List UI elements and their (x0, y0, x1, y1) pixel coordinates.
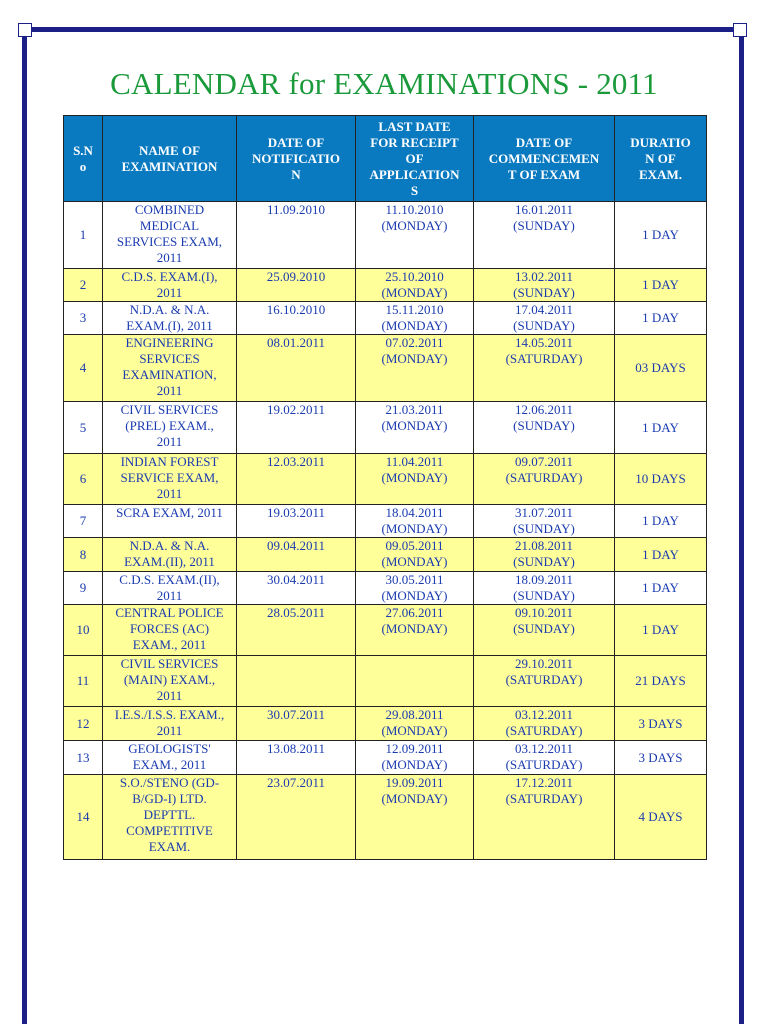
row-sno: 8 (64, 538, 103, 572)
row-sno: 3 (64, 302, 103, 335)
row-exam-name: C.D.S. EXAM.(II), 2011 (103, 572, 237, 605)
table-row (64, 775, 707, 860)
row-notification-date: 30.04.2011 (237, 572, 356, 605)
row-exam-name: N.D.A. & N.A. EXAM.(II), 2011 (103, 538, 237, 572)
row-notification-date: 16.10.2010 (237, 302, 356, 335)
table-row (64, 402, 707, 454)
header-notification-date: DATE OF NOTIFICATIO N (237, 116, 356, 202)
row-sno: 7 (64, 505, 103, 538)
row-commencement-date: 09.10.2011 (SUNDAY) (474, 605, 615, 656)
header-last-date: LAST DATE FOR RECEIPT OF APPLICATION S (356, 116, 474, 202)
page-border-right (739, 27, 744, 1024)
row-last-date: 30.05.2011 (MONDAY) (356, 572, 474, 605)
row-duration: 4 DAYS (615, 775, 707, 860)
row-commencement-date: 17.12.2011 (SATURDAY) (474, 775, 615, 860)
row-exam-name: COMBINED MEDICAL SERVICES EXAM, 2011 (103, 202, 237, 269)
row-duration: 1 DAY (615, 605, 707, 656)
row-commencement-date: 29.10.2011 (SATURDAY) (474, 656, 615, 707)
table-row (64, 505, 707, 538)
table-row (64, 707, 707, 741)
row-duration: 1 DAY (615, 402, 707, 454)
table-row (64, 656, 707, 707)
header-exam-name: NAME OF EXAMINATION (103, 116, 237, 202)
table-row (64, 269, 707, 302)
row-exam-name: CENTRAL POLICE FORCES (AC) EXAM., 2011 (103, 605, 237, 656)
row-commencement-date: 31.07.2011 (SUNDAY) (474, 505, 615, 538)
header-commencement-date: DATE OF COMMENCEMEN T OF EXAM (474, 116, 615, 202)
exam-calendar-table (63, 115, 707, 860)
row-sno: 12 (64, 707, 103, 741)
row-notification-date: 25.09.2010 (237, 269, 356, 302)
row-sno: 2 (64, 269, 103, 302)
row-duration: 3 DAYS (615, 741, 707, 775)
row-notification-date: 19.03.2011 (237, 505, 356, 538)
row-notification-date: 12.03.2011 (237, 454, 356, 505)
row-notification-date: 11.09.2010 (237, 202, 356, 269)
row-notification-date: 13.08.2011 (237, 741, 356, 775)
row-sno: 5 (64, 402, 103, 454)
header-duration: DURATIO N OF EXAM. (615, 116, 707, 202)
border-corner-ornament (18, 23, 32, 37)
row-commencement-date: 21.08.2011 (SUNDAY) (474, 538, 615, 572)
row-last-date: 29.08.2011 (MONDAY) (356, 707, 474, 741)
row-last-date: 19.09.2011 (MONDAY) (356, 775, 474, 860)
row-commencement-date: 16.01.2011 (SUNDAY) (474, 202, 615, 269)
row-duration: 03 DAYS (615, 335, 707, 402)
row-notification-date: 28.05.2011 (237, 605, 356, 656)
row-last-date: 25.10.2010 (MONDAY) (356, 269, 474, 302)
page-title: CALENDAR for EXAMINATIONS - 2011 (110, 66, 658, 101)
row-sno: 11 (64, 656, 103, 707)
row-commencement-date: 13.02.2011 (SUNDAY) (474, 269, 615, 302)
row-exam-name: ENGINEERING SERVICES EXAMINATION, 2011 (103, 335, 237, 402)
border-corner-ornament (733, 23, 747, 37)
table-row (64, 572, 707, 605)
row-exam-name: I.E.S./I.S.S. EXAM., 2011 (103, 707, 237, 741)
row-duration: 10 DAYS (615, 454, 707, 505)
row-exam-name: N.D.A. & N.A. EXAM.(I), 2011 (103, 302, 237, 335)
row-notification-date: 19.02.2011 (237, 402, 356, 454)
table-row (64, 302, 707, 335)
row-duration: 21 DAYS (615, 656, 707, 707)
row-commencement-date: 03.12.2011 (SATURDAY) (474, 741, 615, 775)
table-header-row (64, 116, 707, 202)
row-sno: 4 (64, 335, 103, 402)
row-notification-date: 09.04.2011 (237, 538, 356, 572)
row-duration: 1 DAY (615, 269, 707, 302)
row-last-date: 27.06.2011 (MONDAY) (356, 605, 474, 656)
row-sno: 6 (64, 454, 103, 505)
row-exam-name: CIVIL SERVICES (MAIN) EXAM., 2011 (103, 656, 237, 707)
page-border-left (22, 27, 27, 1024)
row-sno: 10 (64, 605, 103, 656)
row-commencement-date: 17.04.2011 (SUNDAY) (474, 302, 615, 335)
row-exam-name: CIVIL SERVICES (PREL) EXAM., 2011 (103, 402, 237, 454)
table-row (64, 538, 707, 572)
table-row (64, 605, 707, 656)
table-row (64, 454, 707, 505)
row-last-date: 11.04.2011 (MONDAY) (356, 454, 474, 505)
table-body (64, 202, 707, 860)
row-sno: 14 (64, 775, 103, 860)
page-border-top (22, 27, 744, 32)
row-duration: 1 DAY (615, 572, 707, 605)
row-notification-date (237, 656, 356, 707)
row-exam-name: S.O./STENO (GD- B/GD-I) LTD. DEPTTL. COMPETITIVE EXAM. (103, 775, 237, 860)
row-notification-date: 08.01.2011 (237, 335, 356, 402)
row-last-date: 18.04.2011 (MONDAY) (356, 505, 474, 538)
row-exam-name: GEOLOGISTS' EXAM., 2011 (103, 741, 237, 775)
row-duration: 3 DAYS (615, 707, 707, 741)
row-last-date (356, 656, 474, 707)
row-duration: 1 DAY (615, 302, 707, 335)
row-last-date: 21.03.2011 (MONDAY) (356, 402, 474, 454)
row-last-date: 12.09.2011 (MONDAY) (356, 741, 474, 775)
row-sno: 9 (64, 572, 103, 605)
row-last-date: 09.05.2011 (MONDAY) (356, 538, 474, 572)
row-commencement-date: 03.12.2011 (SATURDAY) (474, 707, 615, 741)
row-exam-name: SCRA EXAM, 2011 (103, 505, 237, 538)
row-commencement-date: 12.06.2011 (SUNDAY) (474, 402, 615, 454)
row-sno: 13 (64, 741, 103, 775)
row-commencement-date: 18.09.2011 (SUNDAY) (474, 572, 615, 605)
row-duration: 1 DAY (615, 202, 707, 269)
table-row (64, 741, 707, 775)
table-row (64, 202, 707, 269)
row-last-date: 15.11.2010 (MONDAY) (356, 302, 474, 335)
row-exam-name: C.D.S. EXAM.(I), 2011 (103, 269, 237, 302)
table-row (64, 335, 707, 402)
row-commencement-date: 14.05.2011 (SATURDAY) (474, 335, 615, 402)
header-sno: S.N o (64, 116, 103, 202)
row-sno: 1 (64, 202, 103, 269)
row-duration: 1 DAY (615, 538, 707, 572)
row-commencement-date: 09.07.2011 (SATURDAY) (474, 454, 615, 505)
row-notification-date: 30.07.2011 (237, 707, 356, 741)
row-last-date: 07.02.2011 (MONDAY) (356, 335, 474, 402)
row-exam-name: INDIAN FOREST SERVICE EXAM, 2011 (103, 454, 237, 505)
row-notification-date: 23.07.2011 (237, 775, 356, 860)
row-duration: 1 DAY (615, 505, 707, 538)
row-last-date: 11.10.2010 (MONDAY) (356, 202, 474, 269)
